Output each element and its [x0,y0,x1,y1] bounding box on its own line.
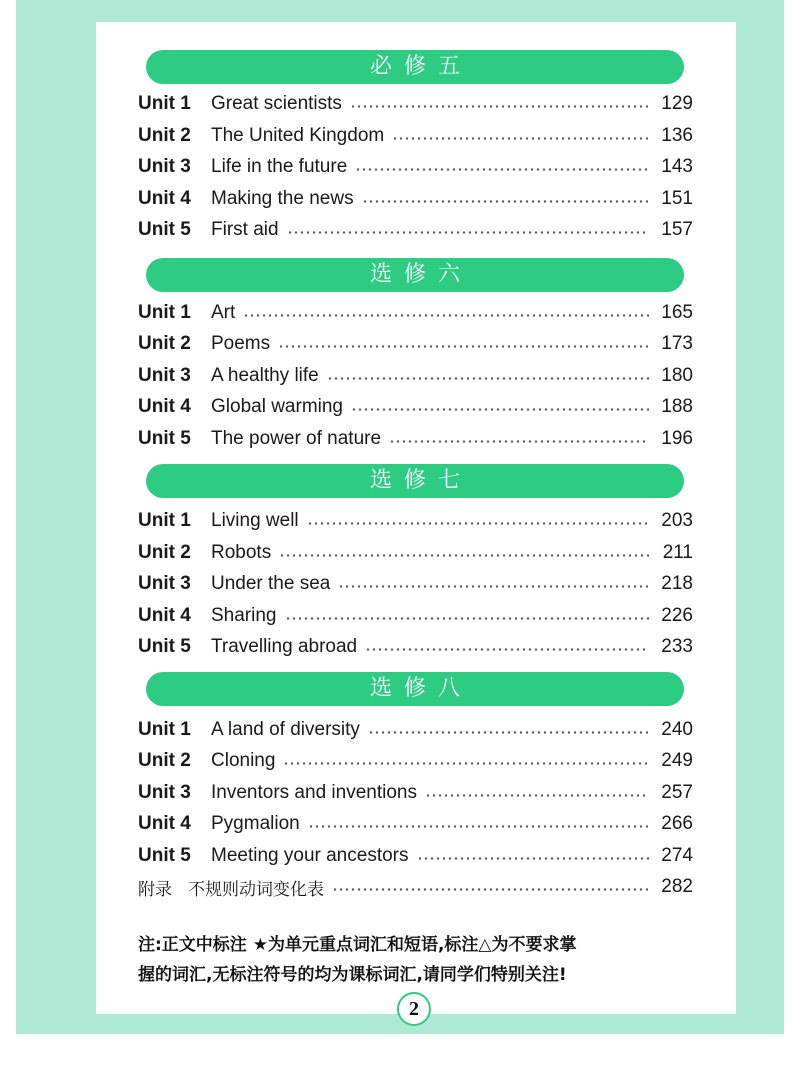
unit-label: Unit 4 [138,396,191,417]
page-number: 196 [661,428,693,449]
page-number: 240 [661,719,693,740]
dot-leader [392,137,649,140]
toc-row[interactable] [138,300,693,326]
dot-leader [389,440,649,443]
unit-label: Unit 2 [138,542,191,563]
dot-leader [332,888,649,891]
unit-title: A land of diversity [211,719,360,740]
dot-leader [338,585,649,588]
unit-label: Unit 1 [138,719,191,740]
section-heading-bixiu-5: 必修五 [146,50,684,84]
dot-leader [327,377,649,380]
appendix-title: 不规则动词变化表 [188,879,324,900]
appendix-label: 附录 [138,879,172,900]
page-border [16,0,784,1034]
unit-title: Pygmalion [211,813,300,834]
section-heading-xuanxiu-6: 选修六 [146,258,684,292]
unit-label: Unit 3 [138,156,191,177]
toc-row[interactable] [138,634,693,660]
dot-leader [417,857,650,860]
page-number-badge: 2 [397,992,431,1026]
unit-label: Unit 5 [138,219,191,240]
unit-title: Under the sea [211,573,331,594]
unit-title: The United Kingdom [211,125,385,146]
footnote-line-1: 注:正文中标注 ★为单元重点词汇和短语,标注△为不要求掌 [138,935,577,955]
unit-title: Living well [211,510,299,531]
page-number: 165 [661,302,693,323]
toc-row[interactable] [138,123,693,149]
dot-leader [350,105,649,108]
toc-row[interactable] [138,331,693,357]
unit-label: Unit 1 [138,510,191,531]
unit-title: First aid [211,219,279,240]
page-number: 188 [661,396,693,417]
dot-leader [308,825,649,828]
dot-leader [362,200,649,203]
toc-row[interactable] [138,363,693,389]
dot-leader [279,554,649,557]
unit-label: Unit 3 [138,573,191,594]
unit-title: Travelling abroad [211,636,358,657]
toc-row[interactable] [138,717,693,743]
toc-row[interactable] [138,217,693,243]
toc-row[interactable] [138,91,693,117]
toc-row[interactable] [138,154,693,180]
toc-row[interactable] [138,748,693,774]
unit-title: Meeting your ancestors [211,845,409,866]
page-number: 266 [661,813,693,834]
toc-row[interactable] [138,540,693,566]
unit-label: Unit 4 [138,188,191,209]
unit-title: A healthy life [211,365,319,386]
dot-leader [351,408,649,411]
unit-title: The power of nature [211,428,382,449]
section-heading-xuanxiu-8: 选修八 [146,672,684,706]
unit-label: Unit 5 [138,845,191,866]
unit-title: Inventors and inventions [211,782,417,803]
page-number: 274 [661,845,693,866]
unit-title: Art [211,302,236,323]
unit-title: Global warming [211,396,343,417]
page-number: 203 [661,510,693,531]
page-number: 233 [661,636,693,657]
page-number: 211 [662,542,693,563]
dot-leader [287,231,649,234]
unit-label: Unit 1 [138,93,191,114]
page-number: 257 [661,782,693,803]
toc-row-appendix[interactable] [138,874,693,900]
unit-title: Cloning [211,750,276,771]
page-number: 173 [661,333,693,354]
toc-row[interactable] [138,811,693,837]
unit-label: Unit 5 [138,636,191,657]
footnote [138,930,698,990]
unit-title: Great scientists [211,93,342,114]
toc-row[interactable] [138,394,693,420]
toc-row[interactable] [138,603,693,629]
toc-page [96,22,736,1020]
unit-label: Unit 2 [138,750,191,771]
toc-row[interactable] [138,571,693,597]
page-number: 129 [661,93,693,114]
unit-label: Unit 1 [138,302,191,323]
dot-leader [368,731,649,734]
unit-title: Making the news [211,188,354,209]
unit-label: Unit 4 [138,813,191,834]
unit-title: Sharing [211,605,277,626]
page-number: 143 [661,156,693,177]
unit-label: Unit 5 [138,428,191,449]
section-heading-xuanxiu-7: 选修七 [146,464,684,498]
dot-leader [283,762,649,765]
unit-label: Unit 2 [138,125,191,146]
page-number: 282 [661,876,693,897]
dot-leader [243,314,649,317]
toc-row[interactable] [138,186,693,212]
page-number: 218 [661,573,693,594]
toc-row[interactable] [138,426,693,452]
dot-leader [285,617,650,620]
toc-row[interactable] [138,843,693,869]
dot-leader [365,648,649,651]
page-number: 151 [661,188,693,209]
page-number: 136 [661,125,693,146]
dot-leader [425,794,649,797]
unit-label: Unit 3 [138,365,191,386]
dot-leader [278,345,649,348]
unit-label: Unit 3 [138,782,191,803]
toc-row[interactable] [138,780,693,806]
unit-title: Life in the future [211,156,348,177]
unit-title: Robots [211,542,272,563]
unit-title: Poems [211,333,271,354]
page-number: 180 [661,365,693,386]
page-number: 226 [661,605,693,626]
footnote-line-2: 握的词汇,无标注符号的均为课标词汇,请同学们特别关注! [138,965,567,985]
page-number: 157 [661,219,693,240]
toc-row[interactable] [138,508,693,534]
unit-label: Unit 4 [138,605,191,626]
dot-leader [355,168,649,171]
page-number: 249 [661,750,693,771]
unit-label: Unit 2 [138,333,191,354]
dot-leader [307,522,649,525]
